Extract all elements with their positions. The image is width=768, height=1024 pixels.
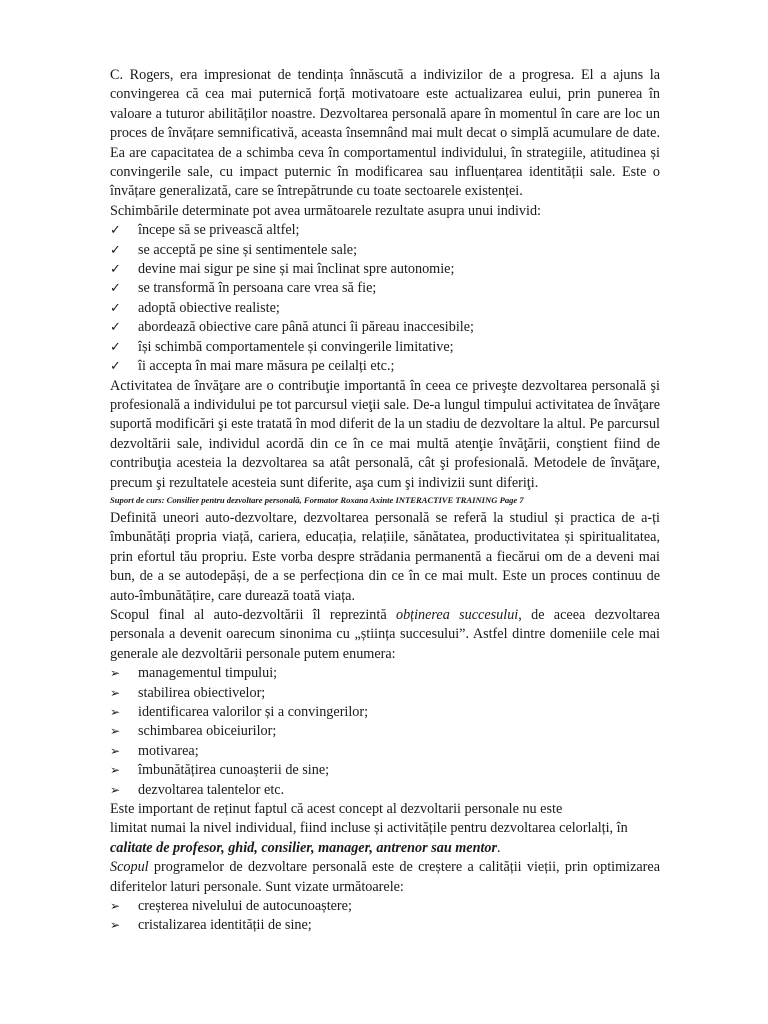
emphasis-success: obținerea succesului — [395, 606, 519, 623]
emphasis-scopul: Scopul — [110, 859, 149, 876]
emphasis-roles: calitate de profesor, ghid, consilier, manager, antrenor sau mentor — [110, 839, 498, 856]
arrow-bullet-icon: ➢ — [110, 705, 121, 719]
list-item: ➢ motivarea; — [110, 742, 660, 761]
list-item: ➢ dezvoltarea talentelor etc. — [110, 781, 660, 800]
arrow-list — [110, 664, 660, 800]
check-list — [110, 221, 660, 376]
list-item: ✓ își schimbă comportamentele și convingerile limitative; — [110, 338, 660, 357]
arrow-bullet-icon: ➢ — [110, 899, 121, 914]
paragraph-learning-activity: Activitatea de învăţare are o contribuţie importantă în ceea ce priveşte dezvoltarea personală şi profesională a individului pe tot parcursul vieţii sale. De-a lungul timpului activitatea de învăţare suportă modificări şi este tratată în mod diferit de la un stadiu de dezvoltare la altul. Pe parcursul dezvoltării sale, individul acordă din ce în ce mai multă atenţie învăţării, conştient fiind de contribuţia acesteia la dezvoltarea sa atât personală, cât şi profesională. Metodele de învăţare, precum şi rezultatele acesteia sunt diferite, aşa cum şi indivizii sunt diferiţi. — [110, 377, 660, 491]
check-mark-icon: ✓ — [110, 242, 121, 258]
list-item: ➢ identificarea valorilor și a convingerilor; — [110, 703, 660, 722]
arrow-bullet-icon: ➢ — [110, 918, 121, 933]
check-mark-icon: ✓ — [110, 281, 121, 297]
arrow-bullet-icon: ➢ — [110, 782, 121, 797]
check-mark-icon: ✓ — [110, 300, 121, 316]
paragraph-rogers: C. Rogers, era impresionat de tendința înnăscută a indivizilor de a progresa. El a ajuns la convingerea că cea mai puternică forță motivatoare este actualizarea eului, prin punerea în valoare a tuturor abilităților noastre. Dezvoltarea personală apare în momentul în care are loc un proces de învățare semnificativă, aceasta însemnând mai mult decat o simplă acumulare de date. Ea are capacitatea de a schimba ceva în comportamentul individului, în strategiile, atitudinea și convingerile sale, cu impact puternic în modificarea sau influențarea identității sale. Este o învățare generalizată, care se întrepătrunde cu toate sectoarele existenței. — [110, 67, 660, 200]
check-mark-icon: ✓ — [110, 339, 121, 355]
check-mark-icon: ✓ — [110, 223, 121, 239]
list-item: ➢ managementul timpului; — [110, 664, 660, 683]
arrow-bullet-icon: ➢ — [110, 685, 121, 700]
list-item: ✓ începe să se privească altfel; — [110, 221, 660, 240]
list-item: ✓ se transformă în persoana care vrea să fie; — [110, 279, 660, 298]
paragraph-final-goal: Scopul final al auto-dezvoltării îl reprezintă obținerea succesului, de aceea dezvoltarea personala a devenit oarecum sinonima cu „știința succesului”. Astfel dintre domeniile cele mai generale ale dezvoltării personale putem enumera: — [110, 606, 660, 662]
list-item: ➢ cristalizarea identității de sine; — [110, 916, 660, 935]
document-body — [110, 66, 660, 936]
list-item: ➢ creșterea nivelului de autocunoaștere; — [110, 897, 660, 916]
arrow-bullet-icon: ➢ — [110, 743, 121, 758]
paragraph-changes-intro: Schimbările determinate pot avea următoarele rezultate asupra unui individ: — [110, 202, 541, 219]
source-note: Suport de curs: Consilier pentru dezvoltare personală, Formator Roxana Axinte INTERACTIVE TRAINING Page 7 — [110, 494, 524, 505]
arrow-bullet-icon: ➢ — [110, 666, 121, 681]
list-item: ➢ stabilirea obiectivelor; — [110, 684, 660, 703]
list-item: ✓ adoptă obiective realiste; — [110, 299, 660, 318]
list-item: ✓ se acceptă pe sine și sentimentele sale; — [110, 241, 660, 260]
check-mark-icon: ✓ — [110, 320, 121, 336]
arrow-list-2 — [110, 897, 660, 936]
list-item: ✓ devine mai sigur pe sine și mai înclinat spre autonomie; — [110, 260, 660, 279]
check-mark-icon: ✓ — [110, 359, 121, 375]
arrow-bullet-icon: ➢ — [110, 724, 121, 739]
list-item: ✓ abordează obiective care până atunci îi păreau inaccesibile; — [110, 318, 660, 337]
list-item: ➢ îmbunătățirea cunoașterii de sine; — [110, 761, 660, 780]
list-item: ✓ îi accepta în mai mare măsura pe ceilalți etc.; — [110, 357, 660, 376]
check-mark-icon: ✓ — [110, 262, 121, 278]
paragraph-important: Este important de reținut faptul că acest concept al dezvoltarii personale nu este limitat numai la nivel individual, fiind incluse și activitățile pentru dezvoltarea celorlalți, în calitate de profesor, ghid, consilier, manager, antrenor sau mentor. — [110, 801, 628, 856]
list-item: ➢ schimbarea obiceiurilor; — [110, 722, 660, 741]
paragraph-program-goal: Scopul programelor de dezvoltare personală este de creștere a calității vieții, prin optimizarea diferitelor laturi personale. Sunt vizate următoarele: — [110, 859, 660, 895]
arrow-bullet-icon: ➢ — [110, 763, 121, 778]
paragraph-self-development-definition: Definită uneori auto-dezvoltare, dezvoltarea personală se referă la studiul și practica de a-ți îmbunătăți propria viață, cariera, educația, relațiile, sănătatea, productivitatea și spiritualitatea, prin efortul tău propriu. Este vorba despre strădania permanentă a fiecărui om de a deveni mai bun, de a se autodepăși, de a se perfecționa din ce în ce mai mult. Este un proces continuu de auto-îmbunătățire, care durează toată viața. — [110, 509, 660, 604]
